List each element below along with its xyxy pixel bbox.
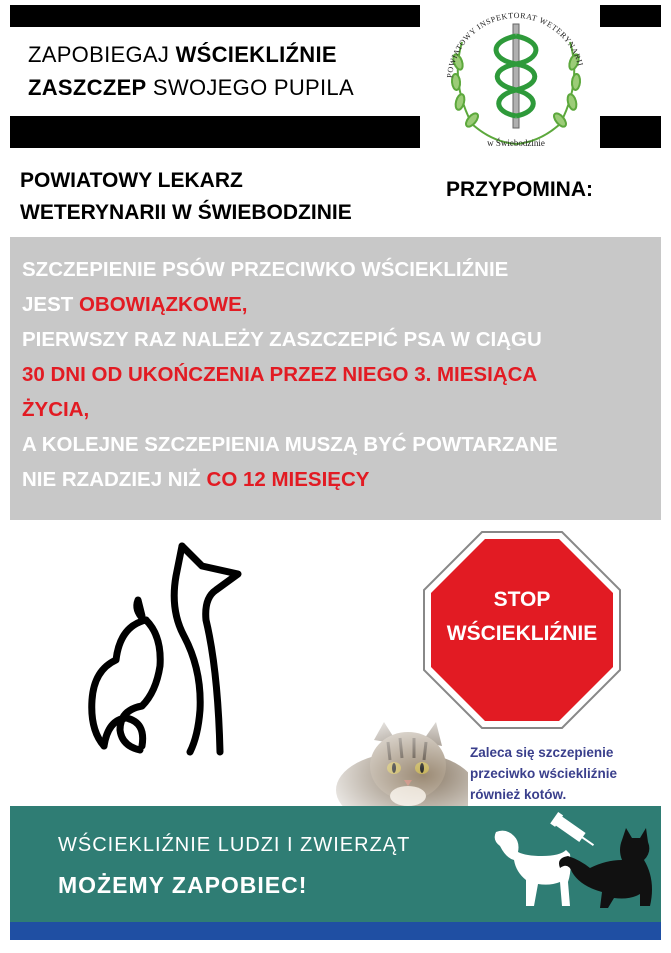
banner-line2: MOŻEMY ZAPOBIEC!	[58, 872, 308, 898]
header-bar-bottom-right	[600, 116, 661, 148]
header-bar-top-right	[600, 5, 661, 27]
bottom-blue-strip	[10, 922, 661, 940]
logo-bottom-text: w Świebodzinie	[487, 138, 545, 148]
logo-ring-text: POWIATOWY INSPEKTORAT WETERYNARII	[445, 10, 585, 79]
stop-sign-line2: WŚCIEKLIŹNIE	[446, 622, 598, 645]
header-slogan: ZAPOBIEGAJ WŚCIEKLIŹNIE ZASZCZEP SWOJEGO PUPILA	[28, 42, 354, 100]
vaccination-message: SZCZEPIENIE PSÓW PRZECIWKO WŚCIEKLIŹNIE JEST OBOWIĄZKOWE, PIERWSZY RAZ NALEŻY ZASZCZEPIĆ PSA W CIĄGU 30 DNI OD UKOŃCZENIA PRZEZ NIEGO 3. MIESIĄCA ŻYCIA, A KOLEJNE SZCZEPIENIA MUSZĄ BYĆ POWTARZANE NIE RZADZIEJ NIŻ CO 12 MIESIĘCY	[22, 258, 558, 491]
inspectorate-logo	[432, 2, 600, 152]
dog-cat-line-art-icon	[80, 540, 250, 760]
header-bar-top-left	[10, 5, 420, 27]
banner-line1: WŚCIEKLIŹNIE LUDZI I ZWIERZĄT	[58, 834, 411, 856]
cat-vaccination-note: Zaleca się szczepienie przeciwko wściekliźnie również kotów.	[470, 745, 618, 802]
reminds-heading: PRZYPOMINA:	[446, 178, 593, 201]
tabby-cat-image	[318, 720, 468, 812]
issuer-title: POWIATOWY LEKARZ WETERYNARII W ŚWIEBODZINIE	[20, 169, 352, 224]
header-bar-bottom-left	[10, 116, 420, 148]
stop-sign-icon	[422, 530, 622, 730]
syringe-dog-cat-icon	[490, 810, 660, 920]
stop-sign-line1: STOP	[493, 588, 551, 611]
